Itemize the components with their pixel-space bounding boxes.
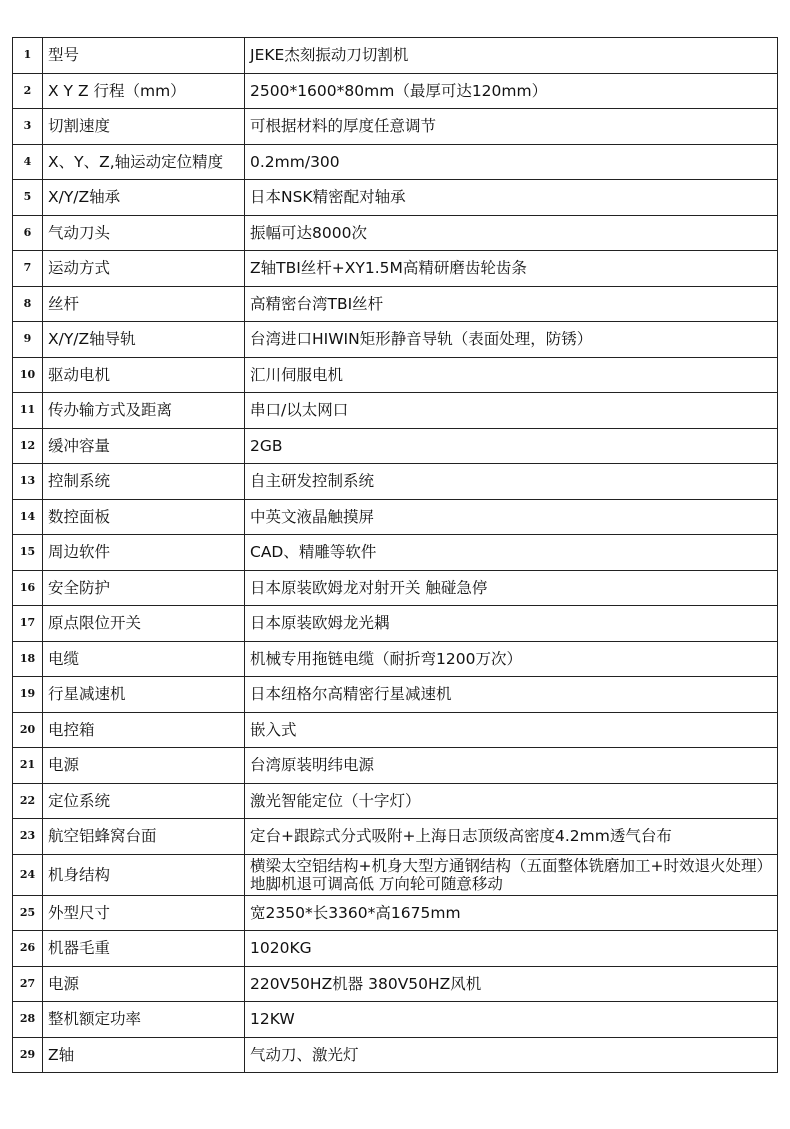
row-number: 7 [13,251,43,287]
row-number: 8 [13,286,43,322]
table-row [13,1037,778,1073]
spec-value: 定台+跟踪式分式吸附+上海日志顶级高密度4.2mm透气台布 [245,819,778,855]
spec-name: 传办输方式及距离 [43,393,245,429]
spec-value: 串口/以太网口 [245,393,778,429]
spec-value: 12KW [245,1002,778,1038]
table-row [13,215,778,251]
row-number: 20 [13,712,43,748]
spec-value: CAD、精雕等软件 [245,535,778,571]
spec-value: 激光智能定位（十字灯） [245,783,778,819]
table-row [13,677,778,713]
table-row [13,180,778,216]
row-number: 25 [13,895,43,931]
spec-value: 汇川伺服电机 [245,357,778,393]
spec-value: 1020KG [245,931,778,967]
spec-value: 日本原装欧姆龙光耦 [245,606,778,642]
table-row [13,144,778,180]
table-row [13,931,778,967]
spec-name: X、Y、Z,轴运动定位精度 [43,144,245,180]
spec-table-body [13,38,778,1073]
table-row [13,966,778,1002]
row-number: 6 [13,215,43,251]
table-row [13,73,778,109]
table-row [13,464,778,500]
row-number: 26 [13,931,43,967]
row-number: 4 [13,144,43,180]
spec-name: 电控箱 [43,712,245,748]
row-number: 13 [13,464,43,500]
spec-name: 机身结构 [43,854,245,895]
spec-name: 缓冲容量 [43,428,245,464]
spec-value: 0.2mm/300 [245,144,778,180]
table-row [13,854,778,895]
spec-name: 整机额定功率 [43,1002,245,1038]
table-row [13,393,778,429]
table-row [13,322,778,358]
spec-value: 机械专用拖链电缆（耐折弯1200万次） [245,641,778,677]
row-number: 24 [13,854,43,895]
spec-name: 周边软件 [43,535,245,571]
spec-value: 220V50HZ机器 380V50HZ风机 [245,966,778,1002]
row-number: 19 [13,677,43,713]
spec-name: 型号 [43,38,245,74]
row-number: 16 [13,570,43,606]
table-row [13,748,778,784]
row-number: 22 [13,783,43,819]
spec-name: X Y Z 行程（mm） [43,73,245,109]
table-row [13,895,778,931]
table-row [13,570,778,606]
spec-value: 横梁太空铝结构+机身大型方通钢结构（五面整体铣磨加工+时效退火处理）地脚机退可调高低 万向轮可随意移动 [245,854,778,895]
spec-value: 宽2350*长3360*高1675mm [245,895,778,931]
spec-name: 数控面板 [43,499,245,535]
row-number: 3 [13,109,43,145]
spec-value: JEKE杰刻振动刀切割机 [245,38,778,74]
spec-name: 定位系统 [43,783,245,819]
spec-name: 行星减速机 [43,677,245,713]
spec-table [12,37,778,1073]
table-row [13,1002,778,1038]
row-number: 12 [13,428,43,464]
row-number: 18 [13,641,43,677]
spec-name: 丝杆 [43,286,245,322]
table-row [13,38,778,74]
table-row [13,606,778,642]
spec-value: 日本NSK精密配对轴承 [245,180,778,216]
spec-name: 电源 [43,966,245,1002]
spec-name: 电源 [43,748,245,784]
table-row [13,499,778,535]
spec-value: 2500*1600*80mm（最厚可达120mm） [245,73,778,109]
row-number: 14 [13,499,43,535]
spec-name: 原点限位开关 [43,606,245,642]
row-number: 17 [13,606,43,642]
spec-name: 气动刀头 [43,215,245,251]
spec-value: 气动刀、激光灯 [245,1037,778,1073]
table-row [13,428,778,464]
spec-value: 2GB [245,428,778,464]
spec-value: 台湾原装明纬电源 [245,748,778,784]
spec-value: 自主研发控制系统 [245,464,778,500]
spec-value: 可根据材料的厚度任意调节 [245,109,778,145]
row-number: 15 [13,535,43,571]
spec-value: 日本纽格尔高精密行星减速机 [245,677,778,713]
spec-value: 台湾进口HIWIN矩形静音导轨（表面处理，防锈） [245,322,778,358]
row-number: 9 [13,322,43,358]
spec-name: 安全防护 [43,570,245,606]
spec-name: 航空铝蜂窝台面 [43,819,245,855]
row-number: 21 [13,748,43,784]
row-number: 29 [13,1037,43,1073]
row-number: 1 [13,38,43,74]
spec-value: Z轴TBI丝杆+XY1.5M高精研磨齿轮齿条 [245,251,778,287]
spec-name: 机器毛重 [43,931,245,967]
table-row [13,783,778,819]
row-number: 11 [13,393,43,429]
spec-name: 驱动电机 [43,357,245,393]
table-row [13,109,778,145]
row-number: 23 [13,819,43,855]
table-row [13,712,778,748]
spec-name: 外型尺寸 [43,895,245,931]
spec-value: 嵌入式 [245,712,778,748]
spec-name: 电缆 [43,641,245,677]
table-row [13,251,778,287]
row-number: 2 [13,73,43,109]
spec-name: X/Y/Z轴导轨 [43,322,245,358]
row-number: 27 [13,966,43,1002]
table-row [13,535,778,571]
spec-name: Z轴 [43,1037,245,1073]
table-row [13,819,778,855]
table-row [13,286,778,322]
spec-name: X/Y/Z轴承 [43,180,245,216]
row-number: 5 [13,180,43,216]
table-row [13,357,778,393]
spec-name: 切割速度 [43,109,245,145]
spec-name: 控制系统 [43,464,245,500]
spec-value: 中英文液晶触摸屏 [245,499,778,535]
row-number: 28 [13,1002,43,1038]
spec-value: 高精密台湾TBI丝杆 [245,286,778,322]
spec-value: 振幅可达8000次 [245,215,778,251]
table-row [13,641,778,677]
spec-name: 运动方式 [43,251,245,287]
spec-value: 日本原装欧姆龙对射开关 触碰急停 [245,570,778,606]
row-number: 10 [13,357,43,393]
